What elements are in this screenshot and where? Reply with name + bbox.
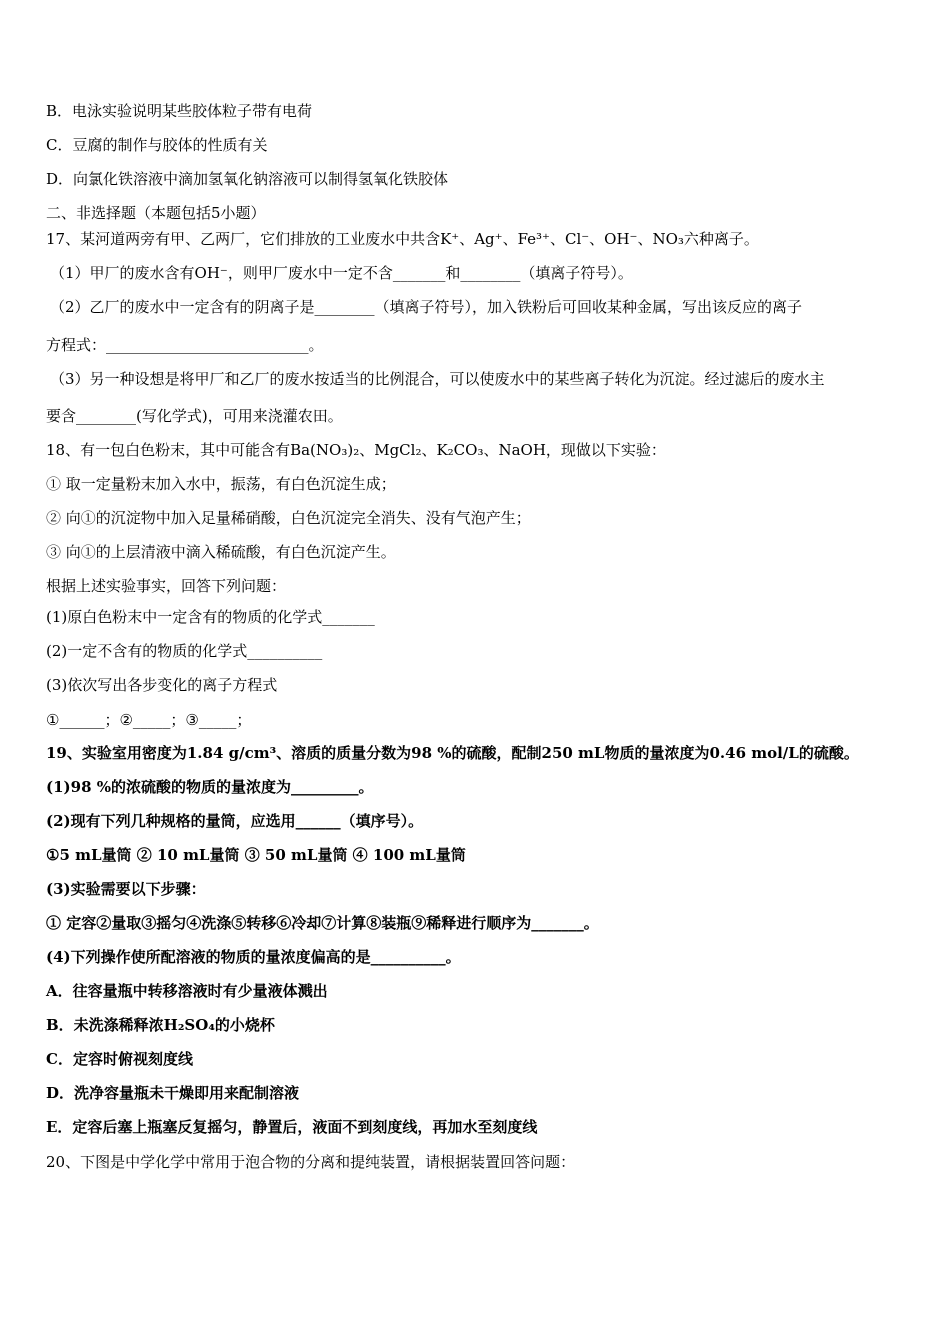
- option-c-line: C．豆腐的制作与胶体的性质有关: [46, 136, 268, 154]
- question-17-part-1: （1）甲厂的废水含有OH⁻，则甲厂废水中一定不含_______和________（填离子符号）。: [50, 264, 633, 282]
- question-18-step-3: ③ 向①的上层清液中滴入稀硫酸，有白色沉淀产生。: [46, 543, 396, 561]
- question-18-sub-2: (2)一定不含有的物质的化学式__________: [46, 642, 323, 660]
- question-18-sub-1: (1)原白色粉末中一定含有的物质的化学式_______: [46, 608, 375, 626]
- section-heading: 二、非选择题（本题包括5小题）: [46, 204, 266, 222]
- option-b-line: B．电泳实验说明某些胶体粒子带有电荷: [46, 102, 313, 120]
- question-19-option-a: A．往容量瓶中转移溶液时有少量液体溅出: [46, 982, 328, 1000]
- question-17-stem: 17、某河道两旁有甲、乙两厂，它们排放的工业废水中共含K⁺、Ag⁺、Fe³⁺、Cl⁻、OH⁻、NO₃六种离子。: [46, 230, 759, 248]
- option-d-line: D．向氯化铁溶液中滴加氢氧化钠溶液可以制得氢氧化铁胶体: [46, 170, 449, 188]
- question-19-cylinders: ①5 mL量筒 ② 10 mL量筒 ③ 50 mL量筒 ④ 100 mL量筒: [46, 846, 466, 864]
- question-19-option-b: B．未洗涤稀释浓H₂SO₄的小烧杯: [46, 1016, 275, 1034]
- question-17-part-3-cont: 要含________(写化学式)，可用来浇灌农田。: [46, 407, 343, 425]
- question-19-stem: 19、实验室用密度为1.84 g/cm³、溶质的质量分数为98 %的硫酸，配制250 mL物质的量浓度为0.46 mol/L的硫酸。: [46, 744, 859, 762]
- question-19-sub-4: (4)下列操作使所配溶液的物质的量浓度偏高的是__________。: [46, 948, 461, 966]
- question-18-stem: 18、有一包白色粉末，其中可能含有Ba(NO₃)₂、MgCl₂、K₂CO₃、NaOH，现做以下实验：: [46, 441, 666, 459]
- question-18-step-1: ① 取一定量粉末加入水中，振荡，有白色沉淀生成；: [46, 475, 396, 493]
- question-19-option-d: D．洗净容量瓶未干燥即用来配制溶液: [46, 1084, 300, 1102]
- question-19-steps: ① 定容②量取③摇匀④洗涤⑤转移⑥冷却⑦计算⑧装瓶⑨稀释进行顺序为_______。: [46, 914, 599, 932]
- question-17-part-2-cont: 方程式：___________________________。: [46, 336, 324, 354]
- question-17-part-3: （3）另一种设想是将甲厂和乙厂的废水按适当的比例混合，可以使废水中的某些离子转化为沉淀。经过滤后的废水主: [50, 370, 825, 388]
- question-19-sub-3: (3)实验需要以下步骤：: [46, 880, 206, 898]
- question-19-sub-2: (2)现有下列几种规格的量筒，应选用______（填序号）。: [46, 812, 424, 830]
- question-19-option-e: E．定容后塞上瓶塞反复摇匀，静置后，液面不到刻度线，再加水至刻度线: [46, 1118, 538, 1136]
- question-18-answers: ①______；②_____；③_____；: [46, 711, 252, 729]
- question-20-stem: 20、下图是中学化学中常用于泡合物的分离和提纯装置，请根据装置回答问题：: [46, 1153, 576, 1171]
- question-17-part-2: （2）乙厂的废水中一定含有的阴离子是________（填离子符号），加入铁粉后可回收某种金属，写出该反应的离子: [50, 298, 803, 316]
- question-18-step-2: ② 向①的沉淀物中加入足量稀硝酸，白色沉淀完全消失、没有气泡产生；: [46, 509, 531, 527]
- question-19-sub-1: (1)98 %的浓硫酸的物质的量浓度为_________。: [46, 778, 374, 796]
- question-19-option-c: C．定容时俯视刻度线: [46, 1050, 193, 1068]
- question-18-sub-3: (3)依次写出各步变化的离子方程式: [46, 676, 278, 694]
- question-18-prompt: 根据上述实验事实，回答下列问题：: [46, 577, 287, 595]
